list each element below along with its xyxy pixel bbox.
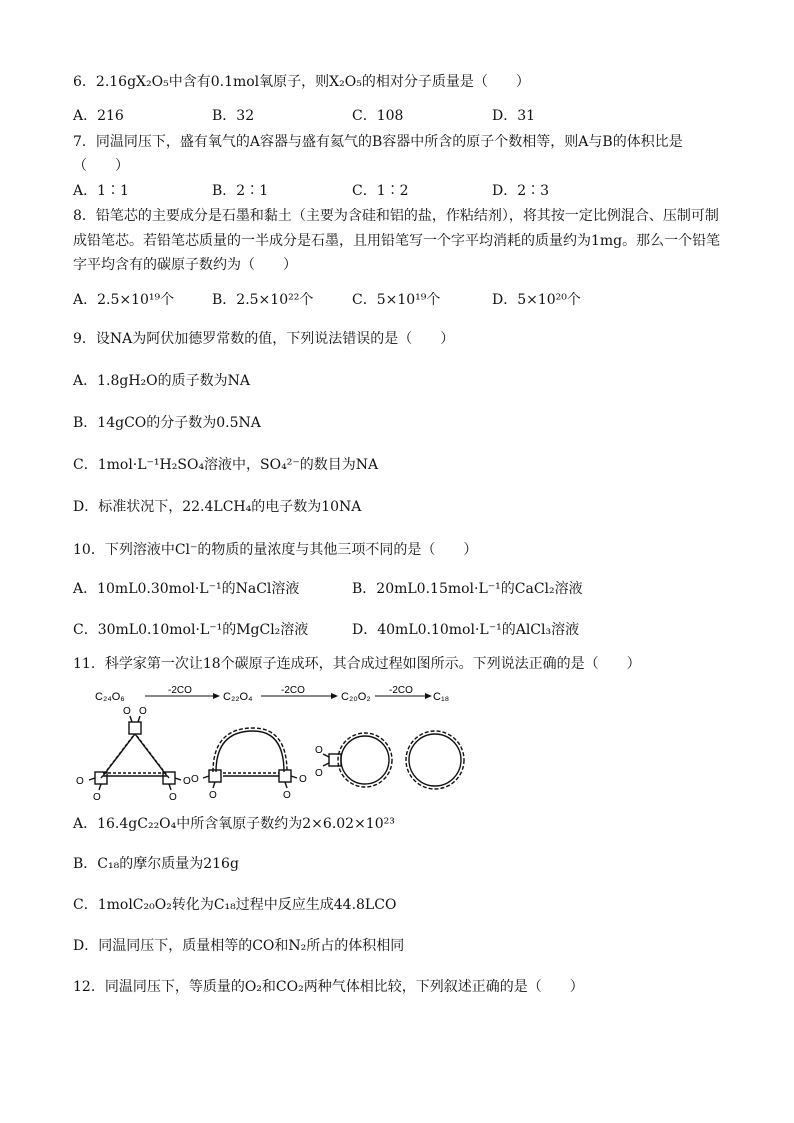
q9-option-c: C．1mol·L⁻¹H₂SO₄溶液中，SO₄²⁻的数目为NA [73, 457, 379, 473]
q12-stem: 12．同温同压下，等质量的O₂和CO₂两种气体相比较，下列叙述正确的是（ ） [73, 979, 584, 995]
c22o4-oxygen-1: O [191, 774, 199, 785]
q10-stem: 10．下列溶液中Cl⁻的物质的量浓度与其他三项不同的是（ ） [73, 542, 478, 558]
c18-synthesis-figure [73, 684, 473, 804]
c24o6-oxygen-3: O [76, 776, 84, 787]
c24o6-oxygen-4: O [93, 792, 101, 803]
q10-option-a: A．10mL0.30mol·L⁻¹的NaCl溶液 [73, 581, 300, 597]
q8-option-a: A．2.5×10¹⁹个 [73, 292, 175, 308]
c20o2-oxygen-2: O [315, 768, 323, 779]
c22o4-oxygen-4: O [283, 790, 291, 801]
q9-option-a: A．1.8gH₂O的质子数为NA [73, 373, 250, 389]
c22o4-structure [203, 728, 297, 788]
q9-option-d: D．标准状况下，22.4LCH₄的电子数为10NA [73, 499, 362, 515]
species-c24o6: C₂₄O₆ [95, 691, 125, 703]
arrow-1-label: -2CO [168, 685, 192, 696]
q7-option-d: D．2∶3 [492, 183, 550, 199]
q9-option-b: B．14gCO的分子数为0.5NA [73, 415, 261, 431]
q11-option-b: B．C₁₈的摩尔质量为216g [73, 856, 239, 872]
species-c20o2: C₂₀O₂ [341, 691, 371, 703]
c20o2-structure [323, 733, 392, 787]
species-c22o4: C₂₂O₄ [223, 691, 253, 703]
q11-option-c: C．1molC₂₀O₂转化为C₁₈过程中反应生成44.8LCO [73, 897, 397, 913]
q6-option-b: B．32 [212, 108, 255, 124]
c20o2-oxygen-1: O [315, 745, 323, 756]
q7-stem-line2: （ ） [73, 158, 129, 174]
arrow-3-label: -2CO [389, 685, 413, 696]
q8-option-b: B．2.5×10²²个 [212, 292, 314, 308]
c24o6-structure [89, 716, 181, 790]
q7-stem-line1: 7．同温同压下，盛有氧气的A容器与盛有氦气的B容器中所含的原子个数相等，则A与B的体积比是 [73, 134, 683, 150]
c22o4-oxygen-3: O [299, 774, 307, 785]
q6-option-c: C．108 [352, 108, 404, 124]
q11-option-d: D．同温同压下，质量相等的CO和N₂所占的体积相同 [73, 938, 405, 954]
q8-option-c: C．5×10¹⁹个 [352, 292, 441, 308]
q8-stem-line1: 8．铅笔芯的主要成分是石墨和黏土（主要为含硅和铝的盐，作粘结剂），将其按一定比例混合、压制可制 [73, 208, 719, 224]
q6-stem: 6．2.16gX₂O₅中含有0.1mol氧原子，则X₂O₅的相对分子质量是（ ） [73, 74, 530, 90]
species-c18: C₁₈ [433, 691, 450, 703]
q11-stem: 11．科学家第一次让18个碳原子连成环，其合成过程如图所示。下列说法正确的是（ ） [73, 656, 641, 672]
q10-option-b: B．20mL0.15mol·L⁻¹的CaCl₂溶液 [352, 581, 583, 597]
c24o6-oxygen-6: O [169, 792, 177, 803]
q10-option-d: D．40mL0.10mol·L⁻¹的AlCl₃溶液 [352, 622, 580, 638]
arrow-2-head [331, 693, 338, 699]
q6-option-a: A．216 [73, 108, 124, 124]
arrow-2-label: -2CO [281, 685, 305, 696]
arrow-1-head [213, 693, 220, 699]
c22o4-oxygen-2: O [209, 790, 217, 801]
c24o6-oxygen-1: O [123, 706, 131, 717]
q11-option-a: A．16.4gC₂₂O₄中所含氧原子数约为2×6.02×10²³ [73, 816, 395, 832]
c24o6-oxygen-2: O [139, 706, 147, 717]
c18-structure [406, 731, 464, 789]
q10-option-c: C．30mL0.10mol·L⁻¹的MgCl₂溶液 [73, 622, 309, 638]
q7-option-b: B．2∶1 [212, 183, 269, 199]
q7-option-c: C．1∶2 [352, 183, 409, 199]
q6-option-d: D．31 [492, 108, 536, 124]
q8-stem-line3: 字平均含有的碳原子数约为（ ） [73, 257, 297, 273]
q8-stem-line2: 成铅笔芯。若铅笔芯质量的一半成分是石墨，且用铅笔写一个字平均消耗的质量约为1mg。那么一个铅笔 [73, 233, 721, 249]
q8-option-d: D．5×10²⁰个 [492, 292, 581, 308]
q9-stem: 9．设NA为阿伏加德罗常数的值，下列说法错误的是（ ） [73, 331, 455, 347]
c24o6-oxygen-5: O [183, 776, 191, 787]
q7-option-a: A．1∶1 [73, 183, 129, 199]
arrow-3-head [425, 693, 432, 699]
